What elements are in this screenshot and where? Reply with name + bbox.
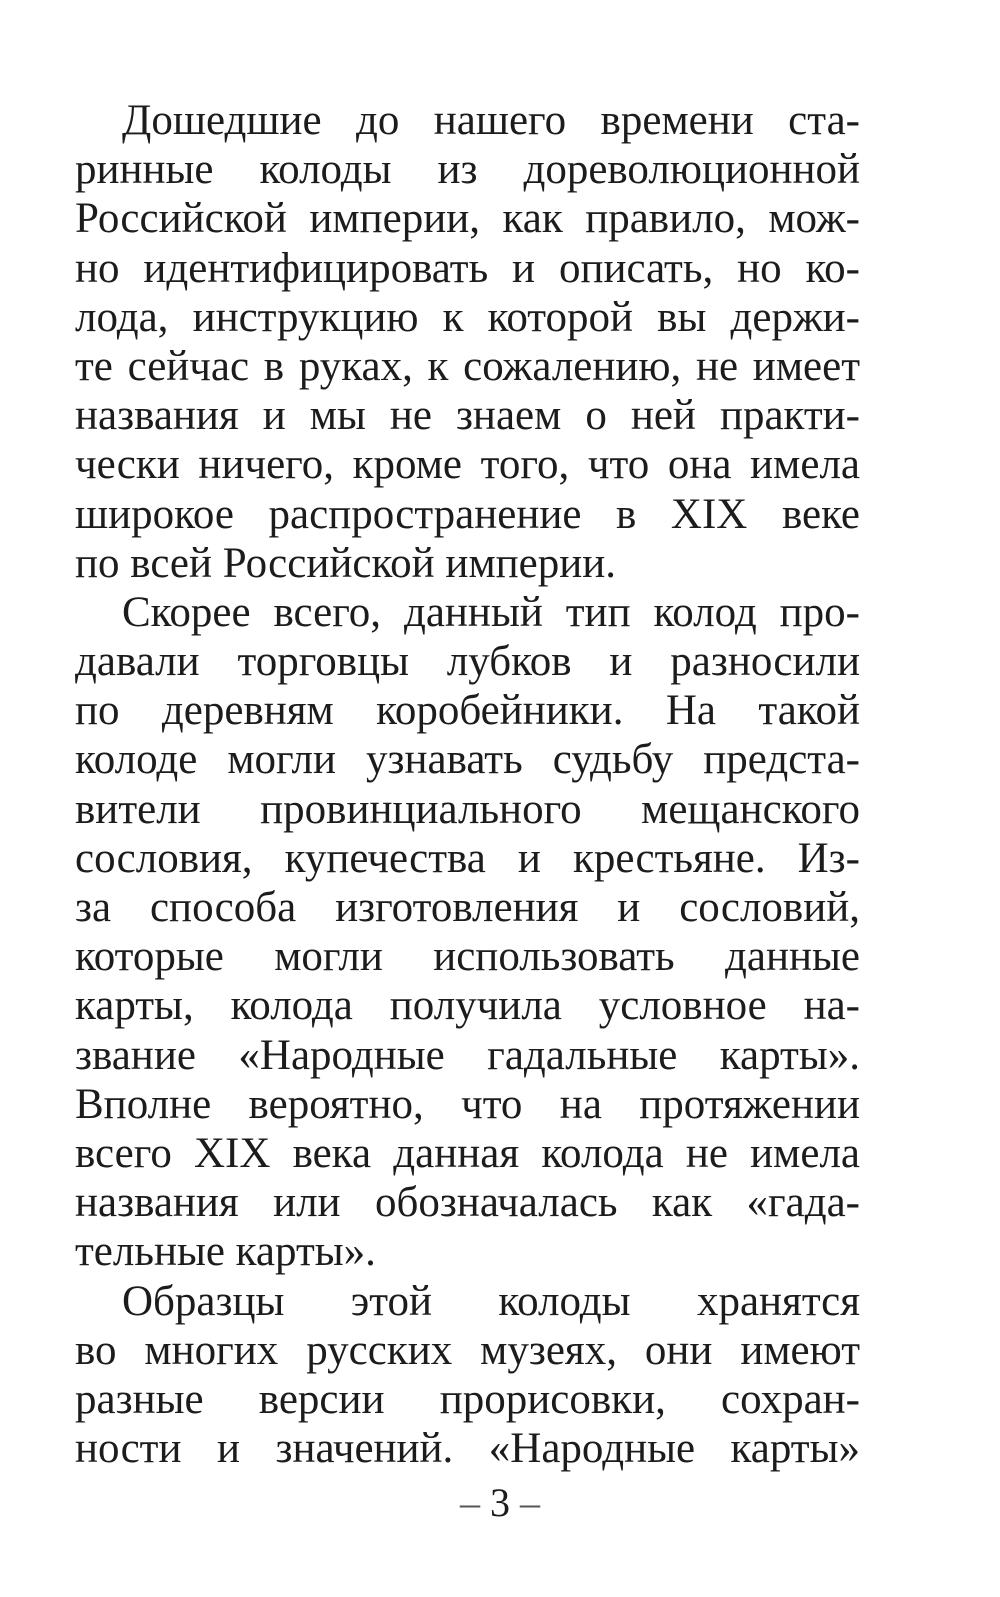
text-line: те сейчас в руках, к сожалению, не имеет (75, 342, 860, 390)
paragraph-2 (75, 588, 860, 1277)
text-line: широкое распространение в XIX веке (75, 490, 860, 538)
text-line: Вполне вероятно, что на протяжении (75, 1080, 860, 1128)
text-line: за способа изготовления и сословий, (75, 884, 860, 931)
text-line: названия или обозначалась как «гада- (75, 1179, 860, 1227)
text-line: по всей Российской империи. (75, 539, 617, 587)
text-line: карты, колода получила условное на- (75, 982, 860, 1030)
body-text (75, 96, 860, 1473)
text-line: сословия, купечества и крестьяне. Из- (75, 834, 860, 882)
text-line: Скорее всего, данный тип колод про- (122, 588, 860, 636)
page-number-dash-right: – (520, 1480, 540, 1525)
text-line: разные версии прорисовки, сохран- (75, 1375, 860, 1423)
text-line: по деревням коробейники. На такой (75, 687, 860, 735)
text-line: Дошедшие до нашего времени ста- (122, 97, 860, 144)
paragraph-1 (75, 96, 860, 588)
page-number (0, 1478, 1000, 1528)
page-number-value: 3 (490, 1480, 510, 1525)
paragraph-3 (75, 1277, 860, 1474)
text-line: Образцы этой колоды хранятся (122, 1277, 860, 1325)
text-line: всего XIX века данная колода не имела (75, 1129, 860, 1177)
text-line: которые могли использовать данные (75, 933, 860, 981)
text-line: во многих русских музеях, они имеют (75, 1326, 860, 1374)
text-line: чески ничего, кроме того, что она имела (75, 441, 860, 489)
text-line: вители провинциального мещанского (75, 785, 860, 833)
text-line: но идентифицировать и описать, но ко- (75, 244, 860, 292)
text-line: названия и мы не знаем о ней практи- (75, 392, 860, 440)
text-line: давали торговцы лубков и разносили (75, 638, 860, 686)
text-line: лода, инструкцию к которой вы держи- (75, 293, 860, 341)
text-line: ности и значений. «Народные карты» (75, 1425, 860, 1473)
text-line: Российской империи, как правило, мож- (75, 195, 860, 243)
text-line: звание «Народные гадальные карты». (75, 1031, 860, 1079)
text-line: ринные колоды из дореволюционной (75, 146, 860, 194)
page-number-dash-left: – (460, 1480, 480, 1525)
text-line: колоде могли узнавать судьбу предста- (75, 736, 860, 784)
text-line: тельные карты». (75, 1228, 376, 1276)
